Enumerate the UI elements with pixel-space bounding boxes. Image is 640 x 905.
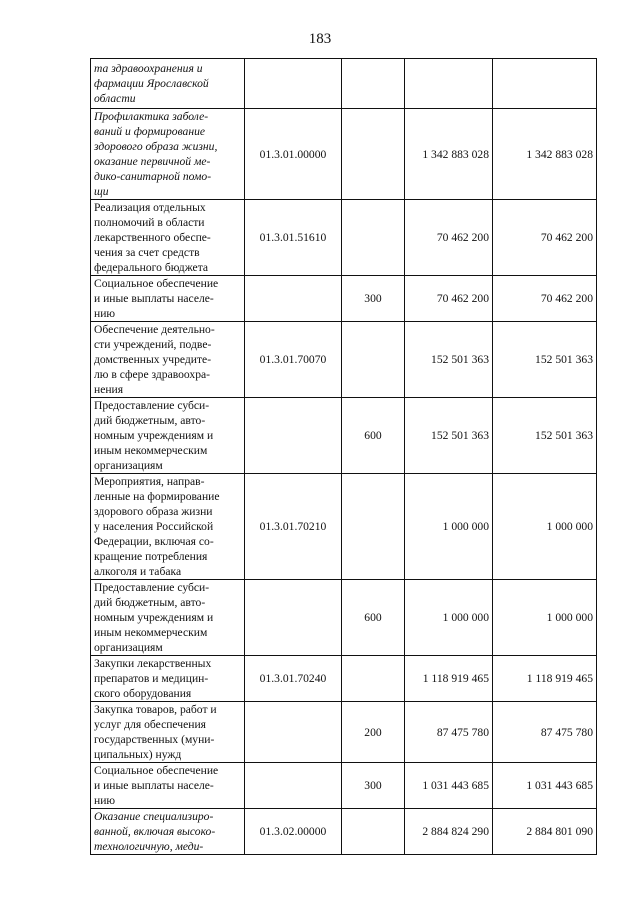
row-expense-type (342, 656, 405, 702)
row-code: 01.3.01.51610 (245, 200, 342, 276)
table-row (91, 809, 597, 855)
row-name (91, 398, 245, 474)
row-name-line: услуг для обеспечения (94, 718, 206, 731)
row-name (91, 656, 245, 702)
row-amount-2: 1 031 443 685 (493, 763, 597, 809)
row-expense-type (342, 59, 405, 109)
table-row (91, 200, 597, 276)
row-name (91, 200, 245, 276)
row-name-line: нию (94, 307, 116, 320)
row-amount-1: 1 000 000 (405, 474, 493, 580)
row-name-line: лекарственного обеспе- (94, 231, 211, 244)
row-code (245, 276, 342, 322)
row-name-line: нию (94, 794, 116, 807)
table-row (91, 763, 597, 809)
row-name-line: Социальное обеспечение (94, 764, 219, 777)
row-amount-2: 2 884 801 090 (493, 809, 597, 855)
row-name-line: у населения Российской (94, 520, 214, 533)
row-name-line: домственных учредите- (94, 353, 212, 366)
row-name-line: нения (94, 383, 124, 396)
row-amount-1: 152 501 363 (405, 322, 493, 398)
row-amount-2: 70 462 200 (493, 200, 597, 276)
row-code (245, 580, 342, 656)
row-name-line: полномочий в области (94, 216, 205, 229)
row-name-line: фармации Ярославской (94, 77, 209, 90)
row-amount-1: 2 884 824 290 (405, 809, 493, 855)
row-amount-1: 70 462 200 (405, 200, 493, 276)
row-name-line: здорового образа жизни (94, 505, 213, 518)
row-code (245, 59, 342, 109)
row-name-line: Реализация отдельных (94, 201, 206, 214)
row-name-line: препаратов и медицин- (94, 672, 209, 685)
row-code: 01.3.01.70240 (245, 656, 342, 702)
row-code (245, 763, 342, 809)
row-code: 01.3.01.70210 (245, 474, 342, 580)
row-name-line: Предоставление субси- (94, 399, 210, 412)
row-name (91, 322, 245, 398)
row-name-line: организациям (94, 459, 163, 472)
row-amount-2: 1 000 000 (493, 474, 597, 580)
row-amount-2: 70 462 200 (493, 276, 597, 322)
row-name (91, 59, 245, 109)
row-name-line: кращение потребления (94, 550, 208, 563)
row-expense-type: 600 (342, 580, 405, 656)
row-amount-2: 1 000 000 (493, 580, 597, 656)
budget-table (90, 58, 597, 855)
row-name (91, 763, 245, 809)
row-name-line: Профилактика заболе- (94, 110, 209, 123)
row-code (245, 702, 342, 763)
row-amount-2: 1 342 883 028 (493, 109, 597, 200)
table-row (91, 322, 597, 398)
row-amount-2: 1 118 919 465 (493, 656, 597, 702)
table-row (91, 580, 597, 656)
row-name-line: алкоголя и табака (94, 565, 182, 578)
row-name-line: дико-санитарной помо- (94, 170, 212, 183)
table-row (91, 276, 597, 322)
row-name-line: и иные выплаты населе- (94, 779, 214, 792)
row-name-line: щи (94, 185, 109, 198)
row-code: 01.3.02.00000 (245, 809, 342, 855)
row-name-line: иным некоммерческим (94, 444, 208, 457)
row-amount-1: 1 342 883 028 (405, 109, 493, 200)
row-amount-1: 87 475 780 (405, 702, 493, 763)
row-expense-type: 600 (342, 398, 405, 474)
row-code (245, 398, 342, 474)
row-name-line: ленные на формирование (94, 490, 220, 503)
row-amount-1: 1 000 000 (405, 580, 493, 656)
row-expense-type: 200 (342, 702, 405, 763)
row-name-line: ваний и формирование (94, 125, 206, 138)
row-name-line: федерального бюджета (94, 261, 209, 274)
row-name-line: Федерации, включая со- (94, 535, 214, 548)
row-expense-type (342, 809, 405, 855)
row-expense-type (342, 109, 405, 200)
row-name-line: ского оборудования (94, 687, 192, 700)
row-name-line: иным некоммерческим (94, 626, 208, 639)
table-row (91, 109, 597, 200)
row-amount-1 (405, 59, 493, 109)
row-name-line: государственных (муни- (94, 733, 215, 746)
row-name (91, 580, 245, 656)
row-expense-type (342, 200, 405, 276)
row-name (91, 109, 245, 200)
row-expense-type (342, 322, 405, 398)
row-amount-2: 152 501 363 (493, 398, 597, 474)
row-name-line: номным учреждениям и (94, 611, 214, 624)
row-name-line: Предоставление субси- (94, 581, 210, 594)
row-amount-1: 152 501 363 (405, 398, 493, 474)
budget-table-body (91, 59, 597, 855)
row-name (91, 702, 245, 763)
table-row (91, 59, 597, 109)
row-name-line: та здравоохранения и (94, 62, 203, 75)
row-amount-1: 1 118 919 465 (405, 656, 493, 702)
page-number: 183 (308, 31, 332, 47)
row-name-line: Оказание специализиро- (94, 810, 214, 823)
row-amount-2 (493, 59, 597, 109)
row-name-line: номным учреждениям и (94, 429, 214, 442)
row-name-line: лю в сфере здравоохра- (94, 368, 211, 381)
row-expense-type: 300 (342, 763, 405, 809)
row-amount-2: 152 501 363 (493, 322, 597, 398)
row-expense-type (342, 474, 405, 580)
table-row (91, 656, 597, 702)
row-amount-2: 87 475 780 (493, 702, 597, 763)
row-code: 01.3.01.70070 (245, 322, 342, 398)
row-name-line: ванной, включая высоко- (94, 825, 216, 838)
row-amount-1: 1 031 443 685 (405, 763, 493, 809)
row-name-line: чения за счет средств (94, 246, 200, 259)
row-name-line: Закупка товаров, работ и (94, 703, 217, 716)
table-row (91, 702, 597, 763)
table-row (91, 474, 597, 580)
row-name-line: Мероприятия, направ- (94, 475, 205, 488)
row-name (91, 474, 245, 580)
row-name-line: оказание первичной ме- (94, 155, 211, 168)
row-name-line: сти учреждений, подве- (94, 338, 212, 351)
row-name (91, 809, 245, 855)
table-row (91, 398, 597, 474)
row-name-line: ципальных) нужд (94, 748, 182, 761)
row-name-line: Закупки лекарственных (94, 657, 212, 670)
row-name-line: области (94, 92, 136, 105)
row-name-line: здорового образа жизни, (94, 140, 218, 153)
row-amount-1: 70 462 200 (405, 276, 493, 322)
row-name-line: технологичную, меди- (94, 840, 204, 853)
row-name-line: дий бюджетным, авто- (94, 596, 206, 609)
row-code: 01.3.01.00000 (245, 109, 342, 200)
row-name-line: Социальное обеспечение (94, 277, 219, 290)
row-name-line: Обеспечение деятельно- (94, 323, 215, 336)
row-name (91, 276, 245, 322)
row-name-line: дий бюджетным, авто- (94, 414, 206, 427)
row-expense-type: 300 (342, 276, 405, 322)
row-name-line: организациям (94, 641, 163, 654)
row-name-line: и иные выплаты населе- (94, 292, 214, 305)
